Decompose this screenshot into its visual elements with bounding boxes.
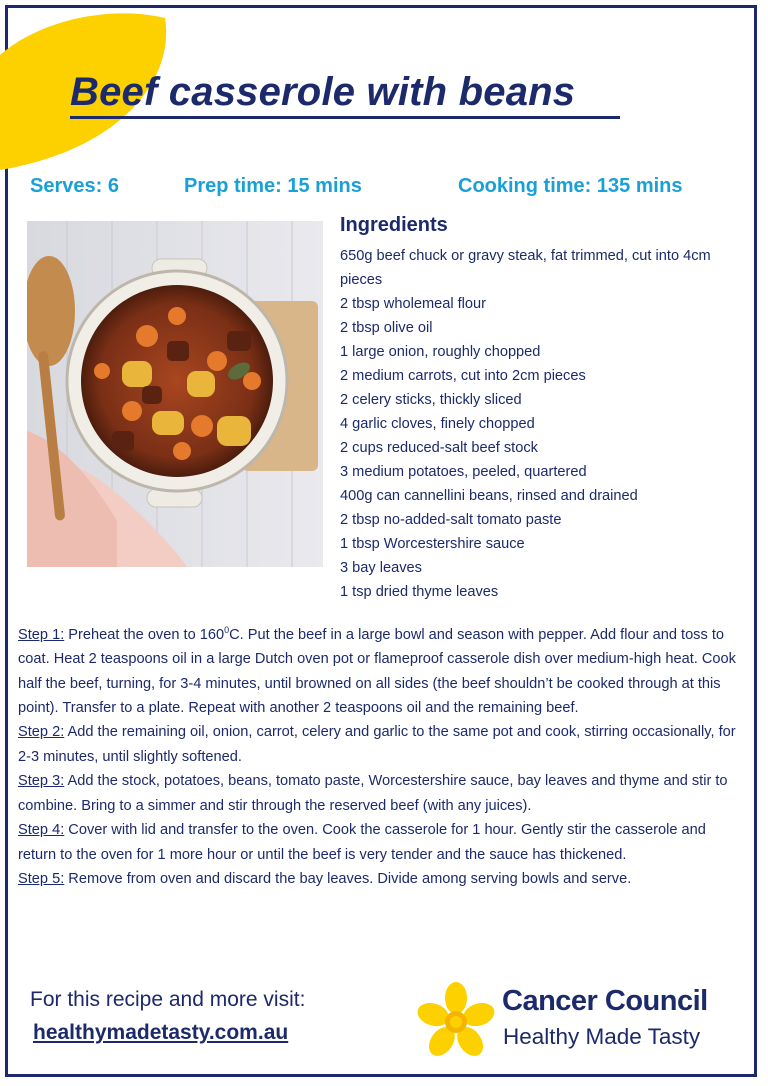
- ingredient-item: 2 medium carrots, cut into 2cm pieces: [340, 368, 586, 384]
- step-text: C. Put the beef in a large bowl and season with pepper. Add flour and toss to coat. Heat 2 teaspoons oil in a large Dutch oven pot or flameproof casserole dish over medium-high heat. Cook half the beef, turning, for 3-4 minutes, until browned on all sides (the beef shouldn’t be cooked through at this point). Transfer to a plate. Repeat with another 2 teaspoons oil and the remaining beef.: [18, 626, 736, 717]
- step-text: Preheat the oven to 160: [64, 626, 225, 643]
- ingredients-heading: Ingredients: [340, 214, 448, 236]
- step-4: [18, 818, 743, 867]
- casserole-photo: [27, 221, 323, 567]
- step-label: Step 3:: [18, 773, 65, 790]
- step-text: Add the remaining oil, onion, carrot, celery and garlic to the same pot and cook, stirring occasionally, for 2-3 minutes, until slightly softened.: [18, 724, 736, 765]
- ingredient-item: 1 large onion, roughly chopped: [340, 344, 541, 360]
- ingredients-list: [340, 244, 750, 604]
- degree-superscript: 0: [224, 625, 230, 635]
- ingredient-item: 3 medium potatoes, peeled, quartered: [340, 464, 587, 480]
- ingredient-item: 2 tbsp olive oil: [340, 320, 433, 336]
- ingredient-item: 650g beef chuck or gravy steak, fat trimmed, cut into 4cm pieces: [340, 248, 711, 288]
- step-text: Cover with lid and transfer to the oven. Cook the casserole for 1 hour. Gently stir the casserole and return to the oven for 1 more hour or until the beef is very tender and the sauce has thickened.: [18, 822, 706, 863]
- ingredient-item: 3 bay leaves: [340, 560, 422, 576]
- step-text: Add the stock, potatoes, beans, tomato paste, Worcestershire sauce, bay leaves and thyme and stir to combine. Bring to a simmer and stir through the reserved beef (with any juices).: [18, 773, 728, 814]
- title-underline: [70, 116, 620, 119]
- prep-time-label: Prep time: 15 mins: [184, 175, 362, 197]
- footer-visit-text: For this recipe and more visit:: [30, 988, 306, 1011]
- serves-label: Serves: 6: [30, 175, 119, 197]
- method-steps: [18, 618, 743, 891]
- ingredient-item: 2 celery sticks, thickly sliced: [340, 392, 522, 408]
- ingredient-item: 2 tbsp wholemeal flour: [340, 296, 487, 312]
- step-text: Remove from oven and discard the bay leaves. Divide among serving bowls and serve.: [64, 870, 632, 887]
- ingredient-item: 2 cups reduced-salt beef stock: [340, 440, 538, 456]
- ingredient-item: 4 garlic cloves, finely chopped: [340, 416, 535, 432]
- step-label: Step 2:: [18, 724, 65, 741]
- website-link[interactable]: healthymadetasty.com.au: [33, 1021, 289, 1044]
- step-2: [18, 720, 743, 769]
- page-title: Beef casserole with beans: [70, 70, 576, 114]
- step-label: Step 5:: [18, 870, 65, 887]
- ingredient-item: 1 tsp dried thyme leaves: [340, 584, 499, 600]
- cooking-time-label: Cooking time: 135 mins: [458, 175, 683, 197]
- step-5: [18, 867, 743, 891]
- ingredient-item: 400g can cannellini beans, rinsed and drained: [340, 488, 638, 504]
- step-label: Step 1:: [18, 626, 65, 643]
- step-3: [18, 769, 743, 818]
- ingredient-item: 2 tbsp no-added-salt tomato paste: [340, 512, 562, 528]
- brand-name: Cancer Council: [502, 985, 708, 1017]
- step-1: [18, 618, 743, 720]
- brand-tagline: Healthy Made Tasty: [503, 1024, 701, 1049]
- ingredient-item: 1 tbsp Worcestershire sauce: [340, 536, 525, 552]
- step-label: Step 4:: [18, 822, 65, 839]
- daffodil-logo-icon: [416, 982, 496, 1062]
